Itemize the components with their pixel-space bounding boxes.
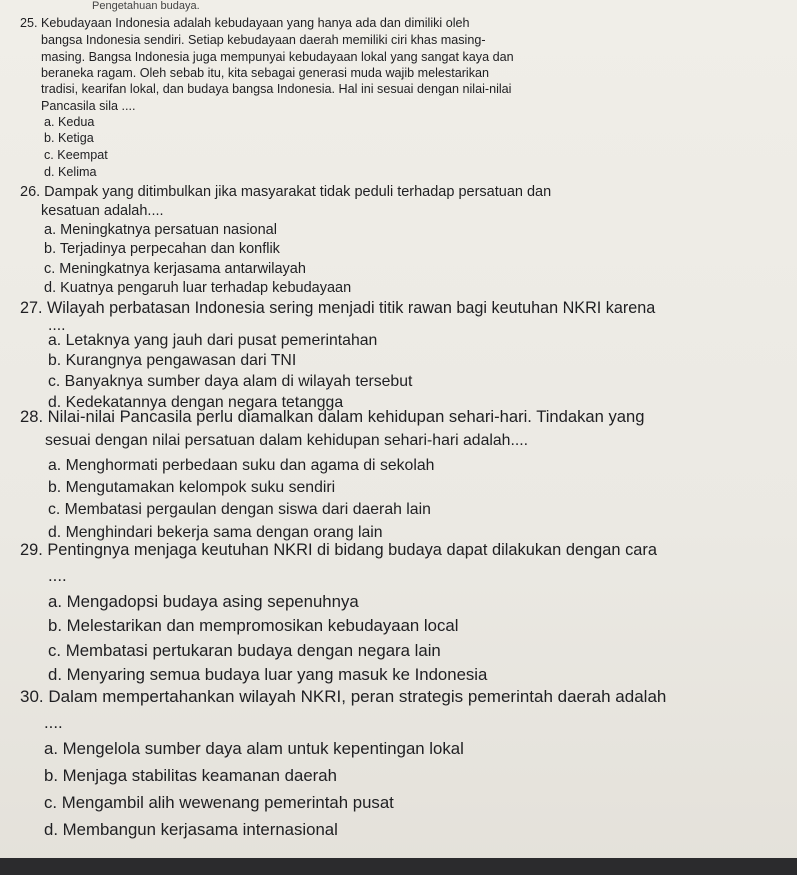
answer-option: d. Menghindari bekerja sama dengan orang lain: [48, 524, 383, 541]
answer-option: b. Menjaga stabilitas keamanan daerah: [44, 766, 337, 785]
answer-option: b. Melestarikan dan mempromosikan kebudayaan local: [48, 616, 459, 635]
answer-option: d. Kuatnya pengaruh luar terhadap kebudayaan: [44, 280, 352, 296]
answer-option: c. Membatasi pergaulan dengan siswa dari daerah lain: [48, 501, 431, 518]
question-line: ....: [48, 566, 67, 585]
answer-option: d. Kedekatannya dengan negara tetangga: [48, 394, 344, 411]
answer-option: d. Kelima: [44, 165, 97, 179]
answer-option: d. Menyaring semua budaya luar yang masuk ke Indonesia: [48, 665, 488, 684]
question-line: Pancasila sila ....: [41, 99, 136, 113]
answer-option: a. Mengelola sumber daya alam untuk kepentingan lokal: [44, 739, 464, 758]
answer-option: a. Menghormati perbedaan suku dan agama di sekolah: [48, 457, 435, 474]
answer-option: a. Kedua: [44, 115, 95, 129]
answer-option: b. Ketiga: [44, 131, 94, 145]
question-line: masing. Bangsa Indonesia juga mempunyai kebudayaan lokal yang sangat kaya dan: [41, 50, 514, 64]
question-line: kesatuan adalah....: [41, 203, 164, 219]
page-bottom-edge: [0, 858, 797, 875]
answer-option: b. Kurangnya pengawasan dari TNI: [48, 352, 297, 369]
question-line: 27. Wilayah perbatasan Indonesia sering menjadi titik rawan bagi keutuhan NKRI karena: [20, 299, 656, 317]
question-line: beraneka ragam. Oleh sebab itu, kita sebagai generasi muda wajib melestarikan: [41, 66, 490, 80]
answer-option: d. Membangun kerjasama internasional: [44, 820, 338, 839]
question-line: 29. Pentingnya menjaga keutuhan NKRI di bidang budaya dapat dilakukan dengan cara: [20, 541, 657, 559]
answer-option: b. Mengutamakan kelompok suku sendiri: [48, 479, 336, 496]
question-line: ....: [44, 713, 63, 732]
question-line: 30. Dalam mempertahankan wilayah NKRI, peran strategis pemerintah daerah adalah: [20, 687, 667, 706]
question-line: 25. Kebudayaan Indonesia adalah kebudayaan yang hanya ada dan dimiliki oleh: [20, 16, 470, 30]
answer-option: c. Meningkatnya kerjasama antarwilayah: [44, 261, 306, 277]
question-line: ....: [48, 317, 66, 334]
question-line: 28. Nilai-nilai Pancasila perlu diamalkan dalam kehidupan sehari-hari. Tindakan yang: [20, 407, 645, 426]
question-line: 26. Dampak yang ditimbulkan jika masyarakat tidak peduli terhadap persatuan dan: [20, 184, 552, 200]
answer-option: c. Membatasi pertukaran budaya dengan negara lain: [48, 641, 441, 660]
question-line: bangsa Indonesia sendiri. Setiap kebudayaan daerah memiliki ciri khas masing-: [41, 33, 486, 47]
answer-option: c. Banyaknya sumber daya alam di wilayah tersebut: [48, 373, 413, 390]
question-line: sesuai dengan nilai persatuan dalam kehidupan sehari-hari adalah....: [45, 432, 529, 449]
answer-option: a. Mengadopsi budaya asing sepenuhnya: [48, 592, 359, 611]
answer-option: a. Letaknya yang jauh dari pusat pemerintahan: [48, 332, 378, 349]
answer-option: c. Keempat: [44, 148, 108, 162]
page-header-fragment: Pengetahuan budaya.: [92, 0, 200, 12]
answer-option: a. Meningkatnya persatuan nasional: [44, 222, 277, 238]
question-line: tradisi, kearifan lokal, dan budaya bangsa Indonesia. Hal ini sesuai dengan nilai-nilai: [41, 82, 512, 96]
answer-option: c. Mengambil alih wewenang pemerintah pusat: [44, 793, 394, 812]
answer-option: b. Terjadinya perpecahan dan konflik: [44, 241, 280, 257]
